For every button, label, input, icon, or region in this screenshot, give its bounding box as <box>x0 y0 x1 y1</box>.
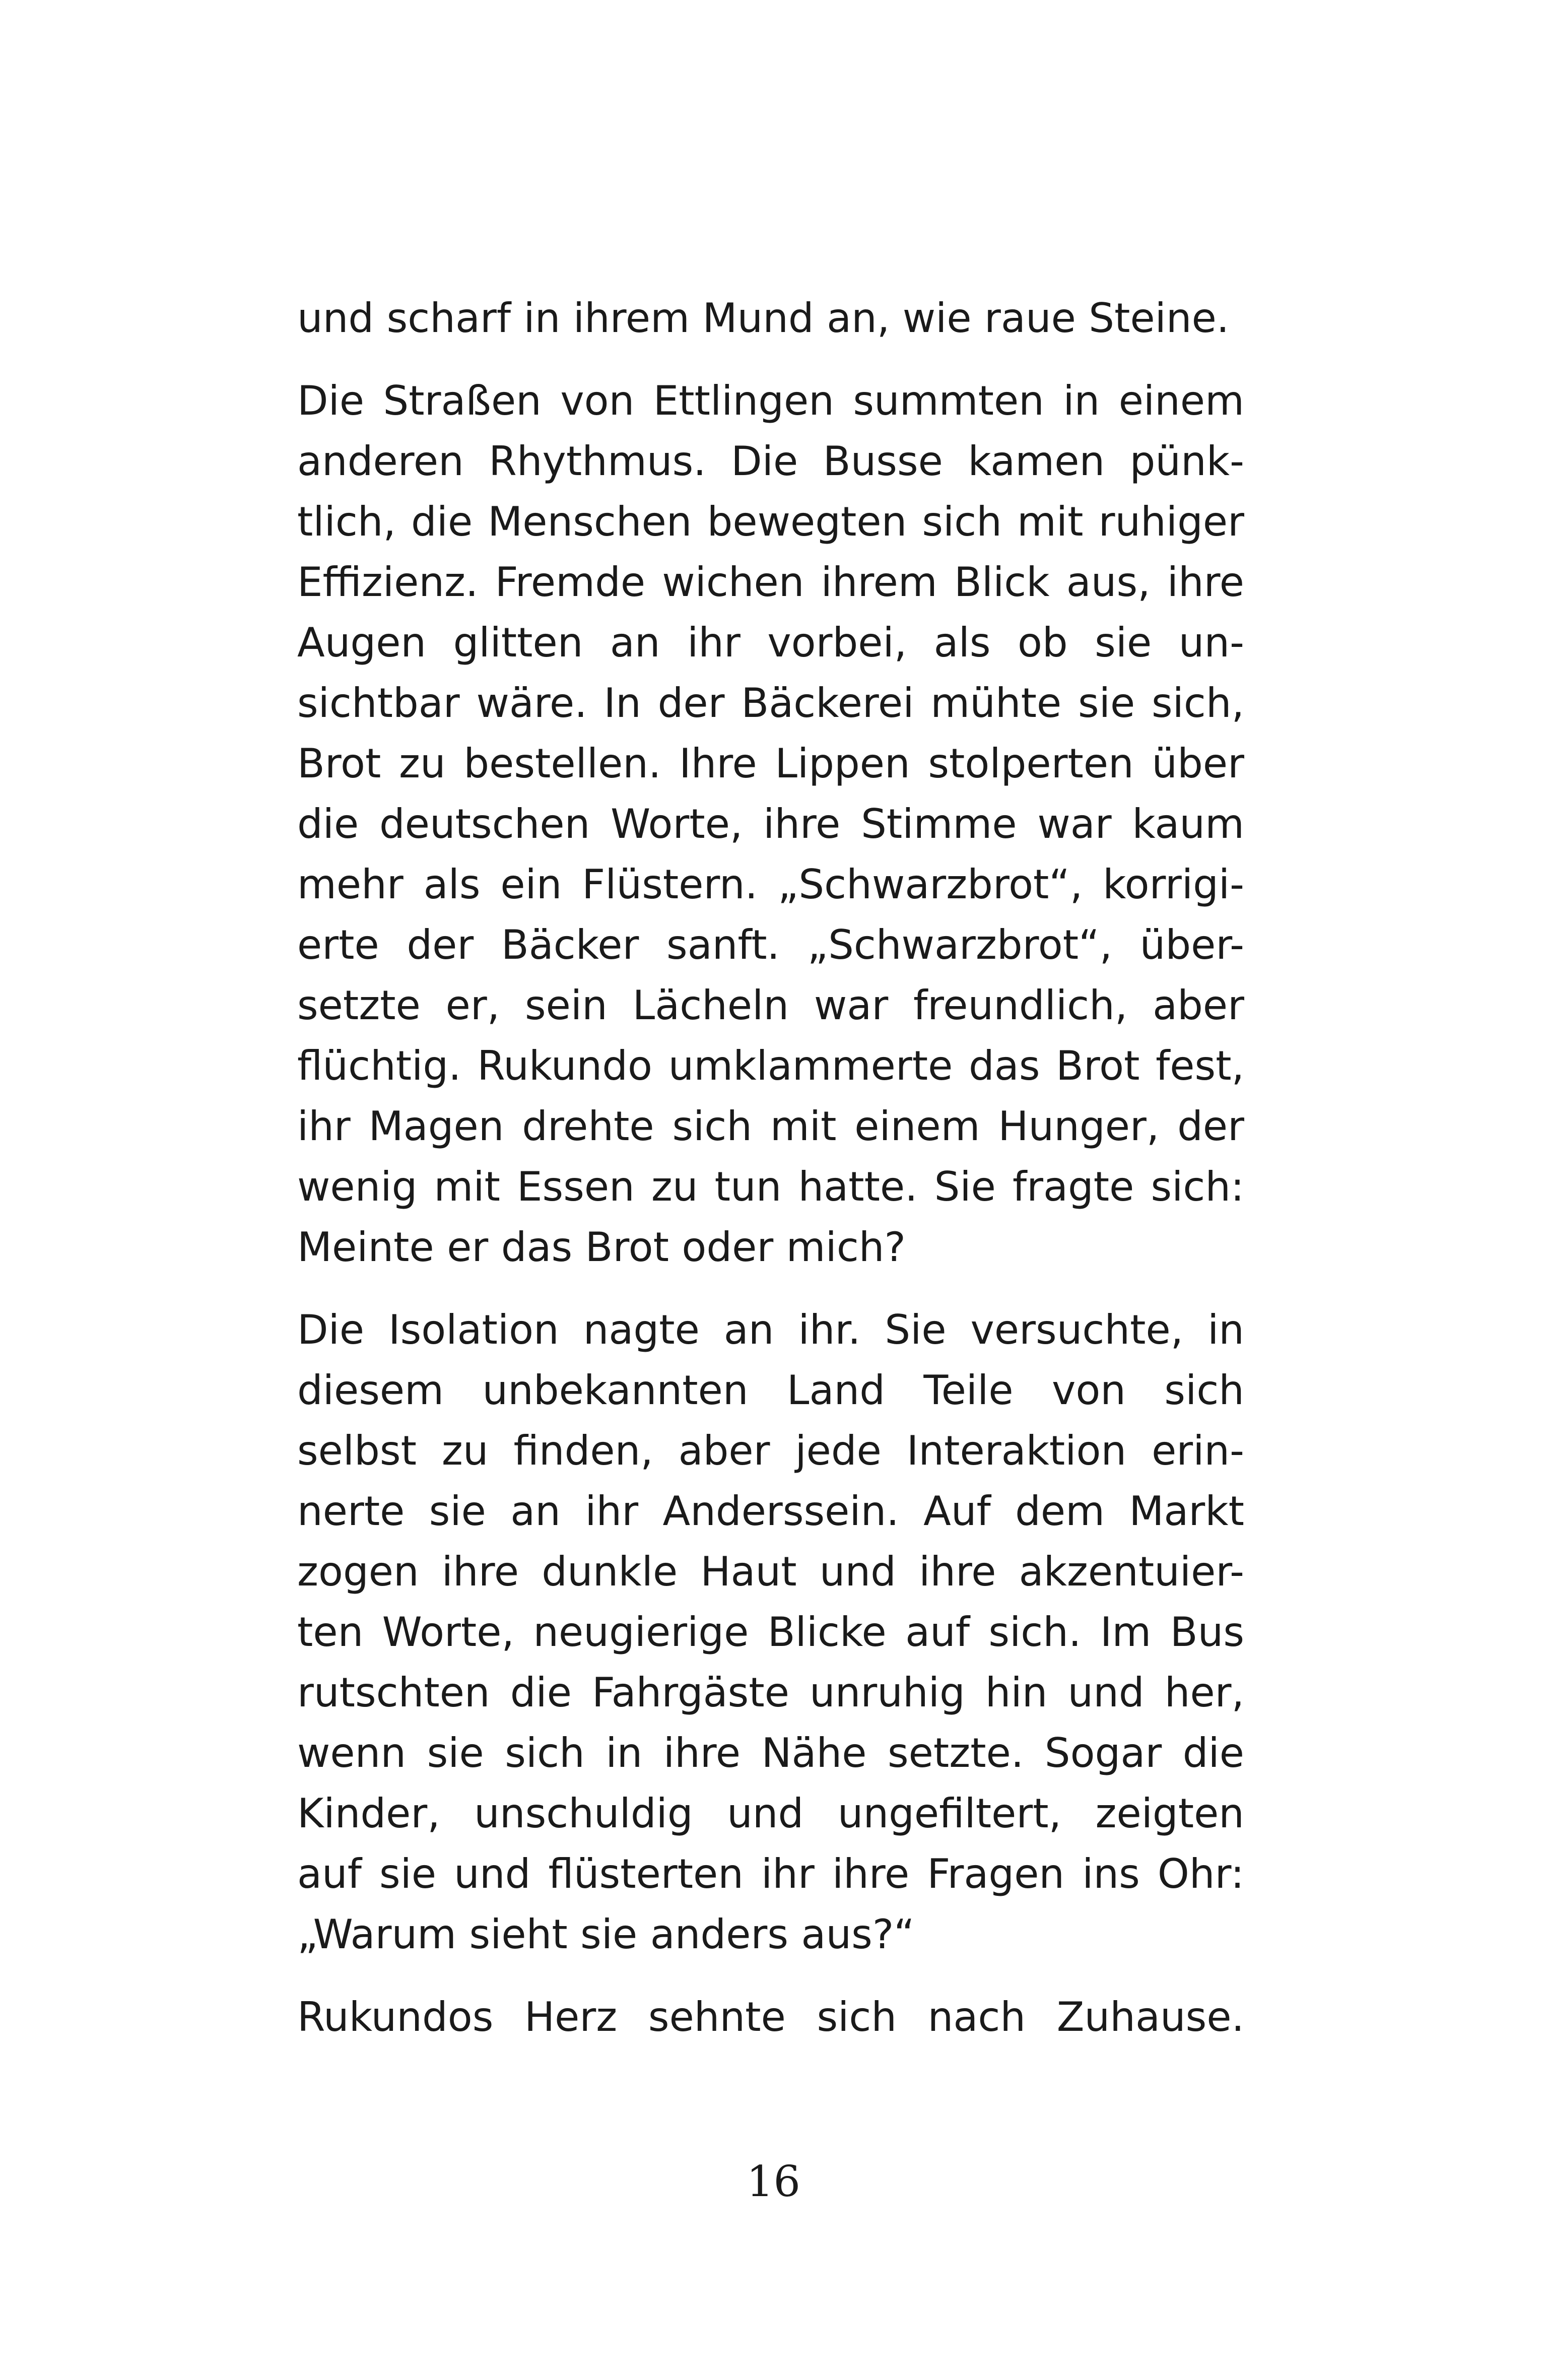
text-line: zogen ihre dunkle Haut und ihre akzentuier- <box>297 1548 1244 1595</box>
text-line: Brot zu bestellen. Ihre Lippen stolperten über <box>297 740 1244 787</box>
text-line: die deutschen Worte, ihre Stimme war kaum <box>297 801 1244 847</box>
text-line: anderen Rhythmus. Die Busse kamen pünk- <box>297 438 1244 485</box>
text-line: Rukundos Herz sehnte sich nach Zuhause. <box>297 1994 1244 2040</box>
text-line: Effizienz. Fremde wichen ihrem Blick aus, ihre <box>297 559 1244 606</box>
text-line: wenig mit Essen zu tun hatte. Sie fragte sich: <box>297 1163 1244 1210</box>
text-line: wenn sie sich in ihre Nähe setzte. Sogar die <box>297 1730 1244 1776</box>
text-line: Die Isolation nagte an ihr. Sie versuchte, in <box>297 1306 1244 1353</box>
text-line: Augen glitten an ihr vorbei, als ob sie un- <box>297 619 1244 666</box>
text-line: Die Straßen von Ettlingen summten in einem <box>297 377 1244 424</box>
paragraph <box>297 371 1244 1278</box>
text-line: „Warum sieht sie anders aus?“ <box>297 1911 915 1958</box>
text-line: selbst zu finden, aber jede Interaktion erin- <box>297 1427 1244 1474</box>
paragraph-gap <box>297 349 1244 371</box>
body-text <box>297 288 1244 2047</box>
text-line: Meinte er das Brot oder mich? <box>297 1224 906 1271</box>
paragraph-gap <box>297 1278 1244 1300</box>
text-line: auf sie und flüsterten ihr ihre Fragen ins Ohr: <box>297 1850 1244 1897</box>
paragraph <box>297 288 1244 349</box>
text-line: rutschten die Fahrgäste unruhig hin und her, <box>297 1669 1244 1716</box>
text-line: und scharf in ihrem Mund an, wie raue Steine. <box>297 295 1230 342</box>
text-line: ten Worte, neugierige Blicke auf sich. Im Bus <box>297 1609 1244 1656</box>
page-number: 16 <box>747 2157 800 2206</box>
text-line: sichtbar wäre. In der Bäckerei mühte sie sich, <box>297 680 1244 726</box>
paragraph-gap <box>297 1965 1244 1987</box>
text-line: flüchtig. Rukundo umklammerte das Brot fest, <box>297 1042 1244 1089</box>
text-line: tlich, die Menschen bewegten sich mit ruhiger <box>297 498 1244 545</box>
text-line: diesem unbekannten Land Teile von sich <box>297 1367 1244 1414</box>
text-line: erte der Bäcker sanft. „Schwarzbrot“, über- <box>297 921 1244 968</box>
text-line: mehr als ein Flüstern. „Schwarzbrot“, korrigi- <box>297 861 1244 908</box>
text-line: setzte er, sein Lächeln war freundlich, aber <box>297 982 1244 1029</box>
paragraph <box>297 1987 1244 2047</box>
text-line: nerte sie an ihr Anderssein. Auf dem Markt <box>297 1488 1244 1535</box>
paragraph <box>297 1300 1244 1965</box>
text-line: Kinder, unschuldig und ungefiltert, zeigten <box>297 1790 1244 1837</box>
text-line: ihr Magen drehte sich mit einem Hunger, der <box>297 1103 1244 1150</box>
